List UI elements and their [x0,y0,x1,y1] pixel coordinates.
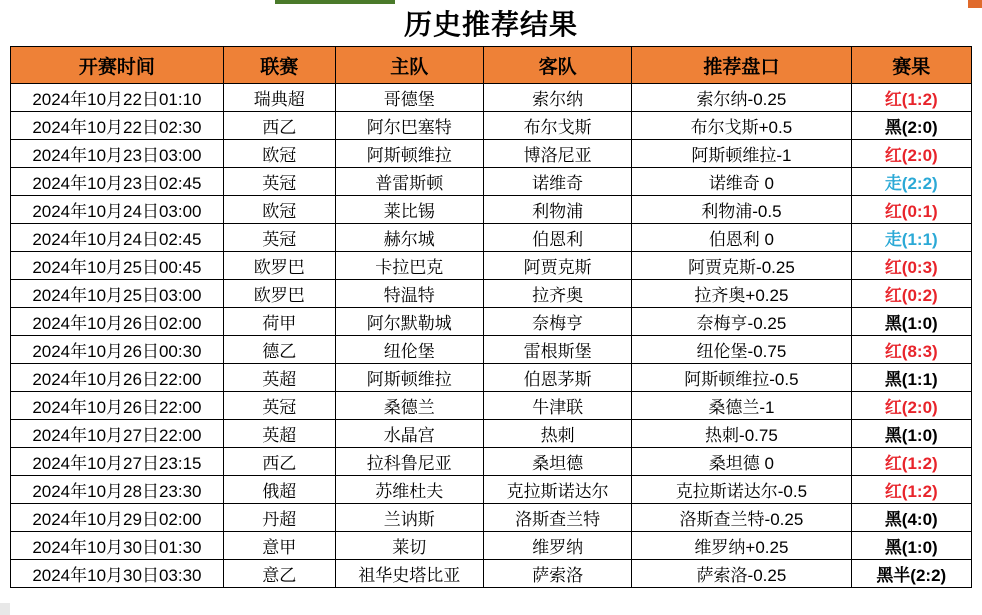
table-row [11,112,972,140]
cell-recommendation: 利物浦-0.5 [632,196,851,224]
cell-league: 意乙 [223,560,335,588]
cell-result: 黑(1:0) [851,532,971,560]
cell-away-team: 伯恩茅斯 [483,364,631,392]
cell-league: 西乙 [223,112,335,140]
cell-result: 红(2:0) [851,140,971,168]
table-row [11,308,972,336]
cell-recommendation: 奈梅亨-0.25 [632,308,851,336]
cell-recommendation: 阿斯顿维拉-0.5 [632,364,851,392]
column-header-home: 主队 [335,47,483,84]
cell-recommendation: 克拉斯诺达尔-0.5 [632,476,851,504]
cell-result: 红(1:2) [851,448,971,476]
column-header-away: 客队 [483,47,631,84]
cell-away-team: 克拉斯诺达尔 [483,476,631,504]
cell-away-team: 牛津联 [483,392,631,420]
cell-away-team: 索尔纳 [483,84,631,112]
table-row [11,532,972,560]
cell-home-team: 特温特 [335,280,483,308]
column-header-recommendation: 推荐盘口 [632,47,851,84]
cell-time: 2024年10月27日22:00 [11,420,224,448]
bottom-strip [0,603,982,615]
cell-home-team: 兰讷斯 [335,504,483,532]
cell-home-team: 普雷斯顿 [335,168,483,196]
cell-away-team: 热刺 [483,420,631,448]
cell-home-team: 阿尔巴塞特 [335,112,483,140]
cell-result: 走(2:2) [851,168,971,196]
cell-recommendation: 索尔纳-0.25 [632,84,851,112]
cell-recommendation: 拉齐奥+0.25 [632,280,851,308]
cell-result: 红(0:3) [851,252,971,280]
cell-league: 西乙 [223,448,335,476]
cell-time: 2024年10月23日03:00 [11,140,224,168]
cell-away-team: 拉齐奥 [483,280,631,308]
cell-time: 2024年10月26日22:00 [11,364,224,392]
cell-time: 2024年10月22日01:10 [11,84,224,112]
cell-home-team: 拉科鲁尼亚 [335,448,483,476]
cell-result: 红(1:2) [851,476,971,504]
cell-home-team: 莱切 [335,532,483,560]
cell-home-team: 祖华史塔比亚 [335,560,483,588]
page-title: 历史推荐结果 [403,9,578,40]
cell-away-team: 雷根斯堡 [483,336,631,364]
cell-time: 2024年10月30日03:30 [11,560,224,588]
table-row [11,448,972,476]
cell-time: 2024年10月23日02:45 [11,168,224,196]
cell-result: 红(8:3) [851,336,971,364]
table-row [11,476,972,504]
cell-away-team: 奈梅亨 [483,308,631,336]
table-row [11,364,972,392]
cell-away-team: 桑坦德 [483,448,631,476]
cell-away-team: 伯恩利 [483,224,631,252]
cell-recommendation: 桑坦德 0 [632,448,851,476]
cell-time: 2024年10月26日22:00 [11,392,224,420]
cell-league: 英冠 [223,224,335,252]
cell-recommendation: 萨索洛-0.25 [632,560,851,588]
cell-result: 红(1:2) [851,84,971,112]
cell-recommendation: 阿贾克斯-0.25 [632,252,851,280]
cell-home-team: 阿斯顿维拉 [335,140,483,168]
table-row [11,196,972,224]
cell-result: 黑(2:0) [851,112,971,140]
cell-recommendation: 洛斯查兰特-0.25 [632,504,851,532]
cell-league: 德乙 [223,336,335,364]
cell-league: 欧冠 [223,196,335,224]
cell-league: 荷甲 [223,308,335,336]
cell-home-team: 桑德兰 [335,392,483,420]
table-row [11,420,972,448]
cell-league: 英冠 [223,168,335,196]
cell-league: 英超 [223,420,335,448]
cell-league: 英冠 [223,392,335,420]
history-results-table [10,46,972,588]
cell-result: 黑半(2:2) [851,560,971,588]
cell-home-team: 苏维杜夫 [335,476,483,504]
cell-time: 2024年10月25日00:45 [11,252,224,280]
table-row [11,168,972,196]
column-header-league: 联赛 [223,47,335,84]
cell-away-team: 阿贾克斯 [483,252,631,280]
cell-recommendation: 阿斯顿维拉-1 [632,140,851,168]
cell-time: 2024年10月30日01:30 [11,532,224,560]
table-row [11,560,972,588]
cell-home-team: 哥德堡 [335,84,483,112]
cell-away-team: 洛斯查兰特 [483,504,631,532]
cell-time: 2024年10月28日23:30 [11,476,224,504]
cell-time: 2024年10月26日00:30 [11,336,224,364]
table-row [11,140,972,168]
cell-result: 走(1:1) [851,224,971,252]
cell-result: 红(2:0) [851,392,971,420]
cell-time: 2024年10月24日03:00 [11,196,224,224]
cell-home-team: 纽伦堡 [335,336,483,364]
cell-recommendation: 布尔戈斯+0.5 [632,112,851,140]
table-header [11,47,972,84]
cell-time: 2024年10月29日02:00 [11,504,224,532]
table-row [11,392,972,420]
cell-league: 丹超 [223,504,335,532]
cell-recommendation: 热刺-0.75 [632,420,851,448]
cell-home-team: 莱比锡 [335,196,483,224]
cell-recommendation: 伯恩利 0 [632,224,851,252]
title-accent-right [968,0,982,8]
cell-home-team: 水晶宫 [335,420,483,448]
cell-league: 意甲 [223,532,335,560]
cell-home-team: 阿尔默勒城 [335,308,483,336]
cell-league: 瑞典超 [223,84,335,112]
cell-league: 欧罗巴 [223,280,335,308]
cell-away-team: 诺维奇 [483,168,631,196]
cell-league: 欧冠 [223,140,335,168]
cell-result: 红(0:2) [851,280,971,308]
cell-recommendation: 诺维奇 0 [632,168,851,196]
table-header-row [11,47,972,84]
bottom-strip-left-marker [0,603,10,615]
cell-league: 欧罗巴 [223,252,335,280]
cell-recommendation: 维罗纳+0.25 [632,532,851,560]
title-accent-left [275,0,395,4]
cell-home-team: 卡拉巴克 [335,252,483,280]
cell-result: 黑(4:0) [851,504,971,532]
table-body [11,84,972,588]
table-row [11,280,972,308]
table-row [11,224,972,252]
cell-time: 2024年10月25日03:00 [11,280,224,308]
table-row [11,252,972,280]
cell-time: 2024年10月22日02:30 [11,112,224,140]
cell-recommendation: 桑德兰-1 [632,392,851,420]
cell-league: 英超 [223,364,335,392]
cell-recommendation: 纽伦堡-0.75 [632,336,851,364]
cell-result: 黑(1:1) [851,364,971,392]
table-row [11,504,972,532]
cell-time: 2024年10月24日02:45 [11,224,224,252]
cell-away-team: 利物浦 [483,196,631,224]
cell-league: 俄超 [223,476,335,504]
cell-away-team: 萨索洛 [483,560,631,588]
page-header [0,0,982,46]
cell-result: 黑(1:0) [851,420,971,448]
cell-away-team: 维罗纳 [483,532,631,560]
cell-time: 2024年10月26日02:00 [11,308,224,336]
table-row [11,84,972,112]
cell-home-team: 赫尔城 [335,224,483,252]
cell-home-team: 阿斯顿维拉 [335,364,483,392]
cell-away-team: 布尔戈斯 [483,112,631,140]
cell-result: 红(0:1) [851,196,971,224]
cell-time: 2024年10月27日23:15 [11,448,224,476]
cell-away-team: 博洛尼亚 [483,140,631,168]
table-row [11,336,972,364]
column-header-result: 赛果 [851,47,971,84]
column-header-time: 开赛时间 [11,47,224,84]
cell-result: 黑(1:0) [851,308,971,336]
